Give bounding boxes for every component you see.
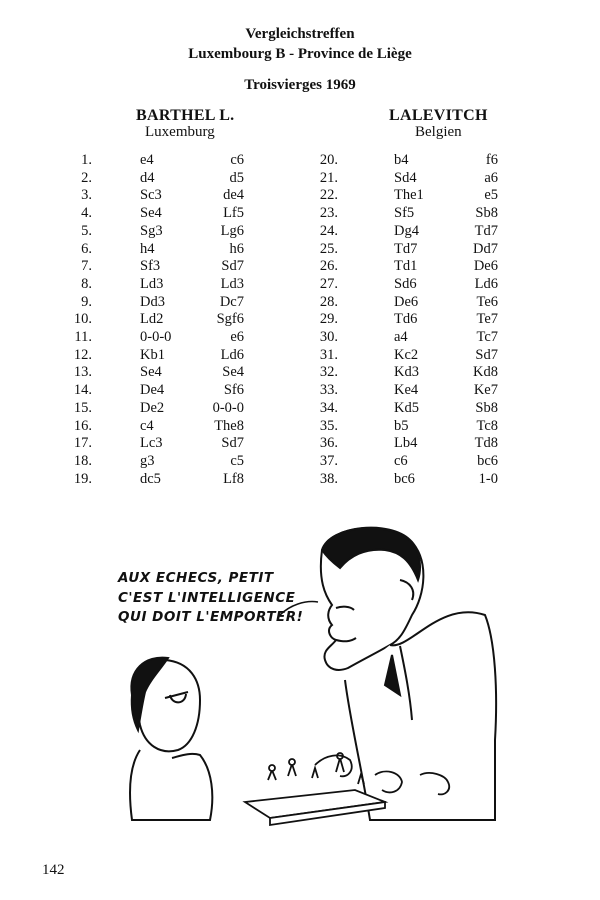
white-move: 0-0-0 — [140, 329, 172, 345]
move-row — [240, 151, 498, 169]
small-man-figure — [130, 658, 212, 820]
white-move: Dg4 — [394, 222, 419, 239]
move-row — [0, 275, 244, 293]
move-row — [0, 240, 244, 258]
move-number: 31. — [319, 346, 338, 363]
move-number: 13. — [73, 364, 92, 381]
move-row — [240, 240, 498, 258]
black-move: e5 — [484, 187, 498, 204]
move-number: 27. — [319, 275, 338, 292]
white-move: b4 — [394, 152, 409, 168]
move-row — [240, 293, 498, 311]
black-move: de4 — [223, 187, 244, 204]
white-move: Sf5 — [394, 205, 415, 222]
white-move: bc6 — [394, 470, 415, 487]
move-row — [240, 222, 498, 240]
move-row — [0, 257, 244, 275]
move-number: 38. — [319, 470, 338, 487]
speech-line-2: C'EST L'INTELLIGENCE — [118, 590, 296, 606]
white-move: a4 — [394, 329, 408, 345]
move-number: 15. — [73, 399, 92, 416]
white-move: dc5 — [140, 470, 161, 487]
black-move: Dd7 — [473, 240, 498, 257]
move-number: 34. — [319, 399, 338, 416]
move-row — [240, 204, 498, 222]
black-move: Ld3 — [220, 275, 244, 292]
move-number: 35. — [319, 417, 338, 434]
black-move: c5 — [230, 452, 244, 469]
move-row — [0, 293, 244, 311]
move-row — [0, 310, 244, 328]
move-row — [240, 257, 498, 275]
move-number: 33. — [319, 382, 338, 399]
black-move: Ld6 — [220, 346, 244, 363]
white-player-country: Luxemburg — [145, 124, 215, 140]
move-number: 23. — [319, 205, 338, 222]
move-row — [240, 452, 498, 470]
black-move: f6 — [485, 152, 498, 168]
move-row — [0, 169, 244, 187]
move-number: 37. — [319, 452, 338, 469]
white-move: De4 — [140, 382, 165, 399]
move-row — [240, 328, 498, 346]
white-move: Sf3 — [140, 258, 161, 275]
white-move: Lb4 — [394, 435, 418, 452]
white-move: Ld3 — [140, 275, 164, 292]
black-move: Td7 — [474, 222, 498, 239]
move-row — [0, 328, 244, 346]
black-move: Lf5 — [223, 205, 244, 222]
move-number: 17. — [73, 435, 92, 452]
move-number: 10. — [73, 311, 92, 328]
black-move: Ke7 — [473, 382, 498, 399]
white-player-name: BARTHEL L. — [136, 107, 235, 124]
move-number: 11. — [74, 329, 92, 345]
white-move: Sd4 — [394, 169, 417, 186]
move-number: 3. — [81, 187, 92, 204]
black-move: Sgf6 — [216, 311, 244, 328]
white-move: The1 — [394, 187, 424, 204]
speech-line-3: QUI DOIT L'EMPORTER! — [118, 609, 304, 625]
black-move: Td8 — [474, 435, 498, 452]
white-move: Kb1 — [140, 346, 165, 363]
black-move: Tc8 — [476, 417, 498, 434]
black-move: h6 — [229, 240, 244, 257]
black-move: Sd7 — [221, 435, 244, 452]
black-move: Se4 — [222, 364, 244, 381]
black-move: Sf6 — [223, 382, 244, 399]
white-move: Td6 — [394, 311, 418, 328]
white-move: Kd3 — [394, 364, 419, 381]
move-row — [0, 363, 244, 381]
move-row — [240, 346, 498, 364]
black-move: a6 — [484, 169, 498, 186]
white-move: c6 — [394, 452, 408, 469]
move-number: 32. — [319, 364, 338, 381]
black-move: 0-0-0 — [212, 399, 244, 416]
move-row — [240, 275, 498, 293]
move-number: 9. — [81, 293, 92, 310]
black-move: Dc7 — [219, 293, 244, 310]
move-number: 2. — [81, 169, 92, 186]
move-number: 12. — [73, 346, 92, 363]
black-move: Sb8 — [475, 399, 498, 416]
white-move: Sd6 — [394, 275, 417, 292]
move-row — [0, 186, 244, 204]
moves-column-right — [240, 151, 500, 491]
move-number: 18. — [73, 452, 92, 469]
black-move: Te7 — [476, 311, 498, 328]
event-subtitle: Luxembourg B - Province de Liège — [188, 46, 412, 62]
black-move: De6 — [473, 258, 498, 275]
event-title: Vergleichstreffen — [245, 26, 355, 42]
white-move: d4 — [140, 169, 155, 186]
black-player-name: LALEVITCH — [389, 107, 488, 124]
move-row — [0, 434, 244, 452]
speech-line-1: AUX ECHECS, PETIT — [118, 570, 274, 586]
move-row — [0, 346, 244, 364]
white-move: Sg3 — [140, 222, 163, 239]
move-number: 22. — [319, 187, 338, 204]
white-move: Td1 — [394, 258, 418, 275]
black-move: Sd7 — [475, 346, 498, 363]
black-move: bc6 — [477, 452, 498, 469]
move-row — [240, 434, 498, 452]
white-move: Ld2 — [140, 311, 164, 328]
move-row — [240, 381, 498, 399]
moves-column-left — [0, 151, 260, 491]
white-move: De6 — [394, 293, 419, 310]
move-number: 26. — [319, 258, 338, 275]
white-move: Dd3 — [140, 293, 165, 310]
move-number: 29. — [319, 311, 338, 328]
white-move: b5 — [394, 417, 409, 434]
white-move: Kd5 — [394, 399, 419, 416]
move-number: 4. — [81, 205, 92, 222]
move-row — [0, 452, 244, 470]
move-number: 20. — [319, 152, 338, 168]
move-row — [240, 169, 498, 187]
black-player-country: Belgien — [415, 124, 462, 140]
black-move: Ld6 — [474, 275, 498, 292]
white-move: Ke4 — [394, 382, 419, 399]
move-row — [0, 470, 244, 488]
move-row — [0, 204, 244, 222]
black-move: Lg6 — [220, 222, 244, 239]
black-move: Tc7 — [476, 329, 498, 345]
move-number: 28. — [319, 293, 338, 310]
black-move: Lf8 — [223, 470, 244, 487]
white-move: Se4 — [140, 364, 162, 381]
white-move: g3 — [140, 452, 155, 469]
white-move: Lc3 — [140, 435, 163, 452]
page-number: 142 — [42, 862, 65, 878]
move-number: 19. — [73, 470, 92, 487]
black-move: Sb8 — [475, 205, 498, 222]
black-move: Te6 — [476, 293, 498, 310]
move-number: 1. — [81, 152, 92, 168]
white-move: e4 — [140, 152, 154, 168]
move-number: 8. — [81, 275, 92, 292]
white-move: Sc3 — [140, 187, 162, 204]
white-move: c4 — [140, 417, 154, 434]
move-number: 25. — [319, 240, 338, 257]
move-row — [240, 399, 498, 417]
move-number: 16. — [73, 417, 92, 434]
move-number: 7. — [81, 258, 92, 275]
move-number: 24. — [319, 222, 338, 239]
white-move: Se4 — [140, 205, 162, 222]
move-number: 5. — [81, 222, 92, 239]
move-row — [240, 417, 498, 435]
white-move: De2 — [140, 399, 165, 416]
black-move: Sd7 — [221, 258, 244, 275]
black-move: e6 — [230, 329, 244, 345]
event-location-year: Troisvierges 1969 — [244, 77, 356, 93]
move-row — [0, 151, 244, 169]
move-number: 36. — [319, 435, 338, 452]
move-number: 6. — [81, 240, 92, 257]
move-number: 14. — [73, 382, 92, 399]
white-move: h4 — [140, 240, 155, 257]
move-number: 30. — [319, 329, 338, 345]
move-row — [240, 186, 498, 204]
move-row — [240, 363, 498, 381]
white-move: Kc2 — [394, 346, 419, 363]
move-row — [240, 310, 498, 328]
black-move: 1-0 — [478, 470, 498, 487]
white-move: Td7 — [394, 240, 418, 257]
move-row — [240, 470, 498, 488]
move-row — [0, 399, 244, 417]
black-move: Kd8 — [473, 364, 498, 381]
move-row — [0, 381, 244, 399]
black-move: c6 — [230, 152, 244, 168]
move-number: 21. — [319, 169, 338, 186]
black-move: The8 — [214, 417, 244, 434]
move-row — [0, 417, 244, 435]
move-row — [0, 222, 244, 240]
black-move: d5 — [229, 169, 244, 186]
